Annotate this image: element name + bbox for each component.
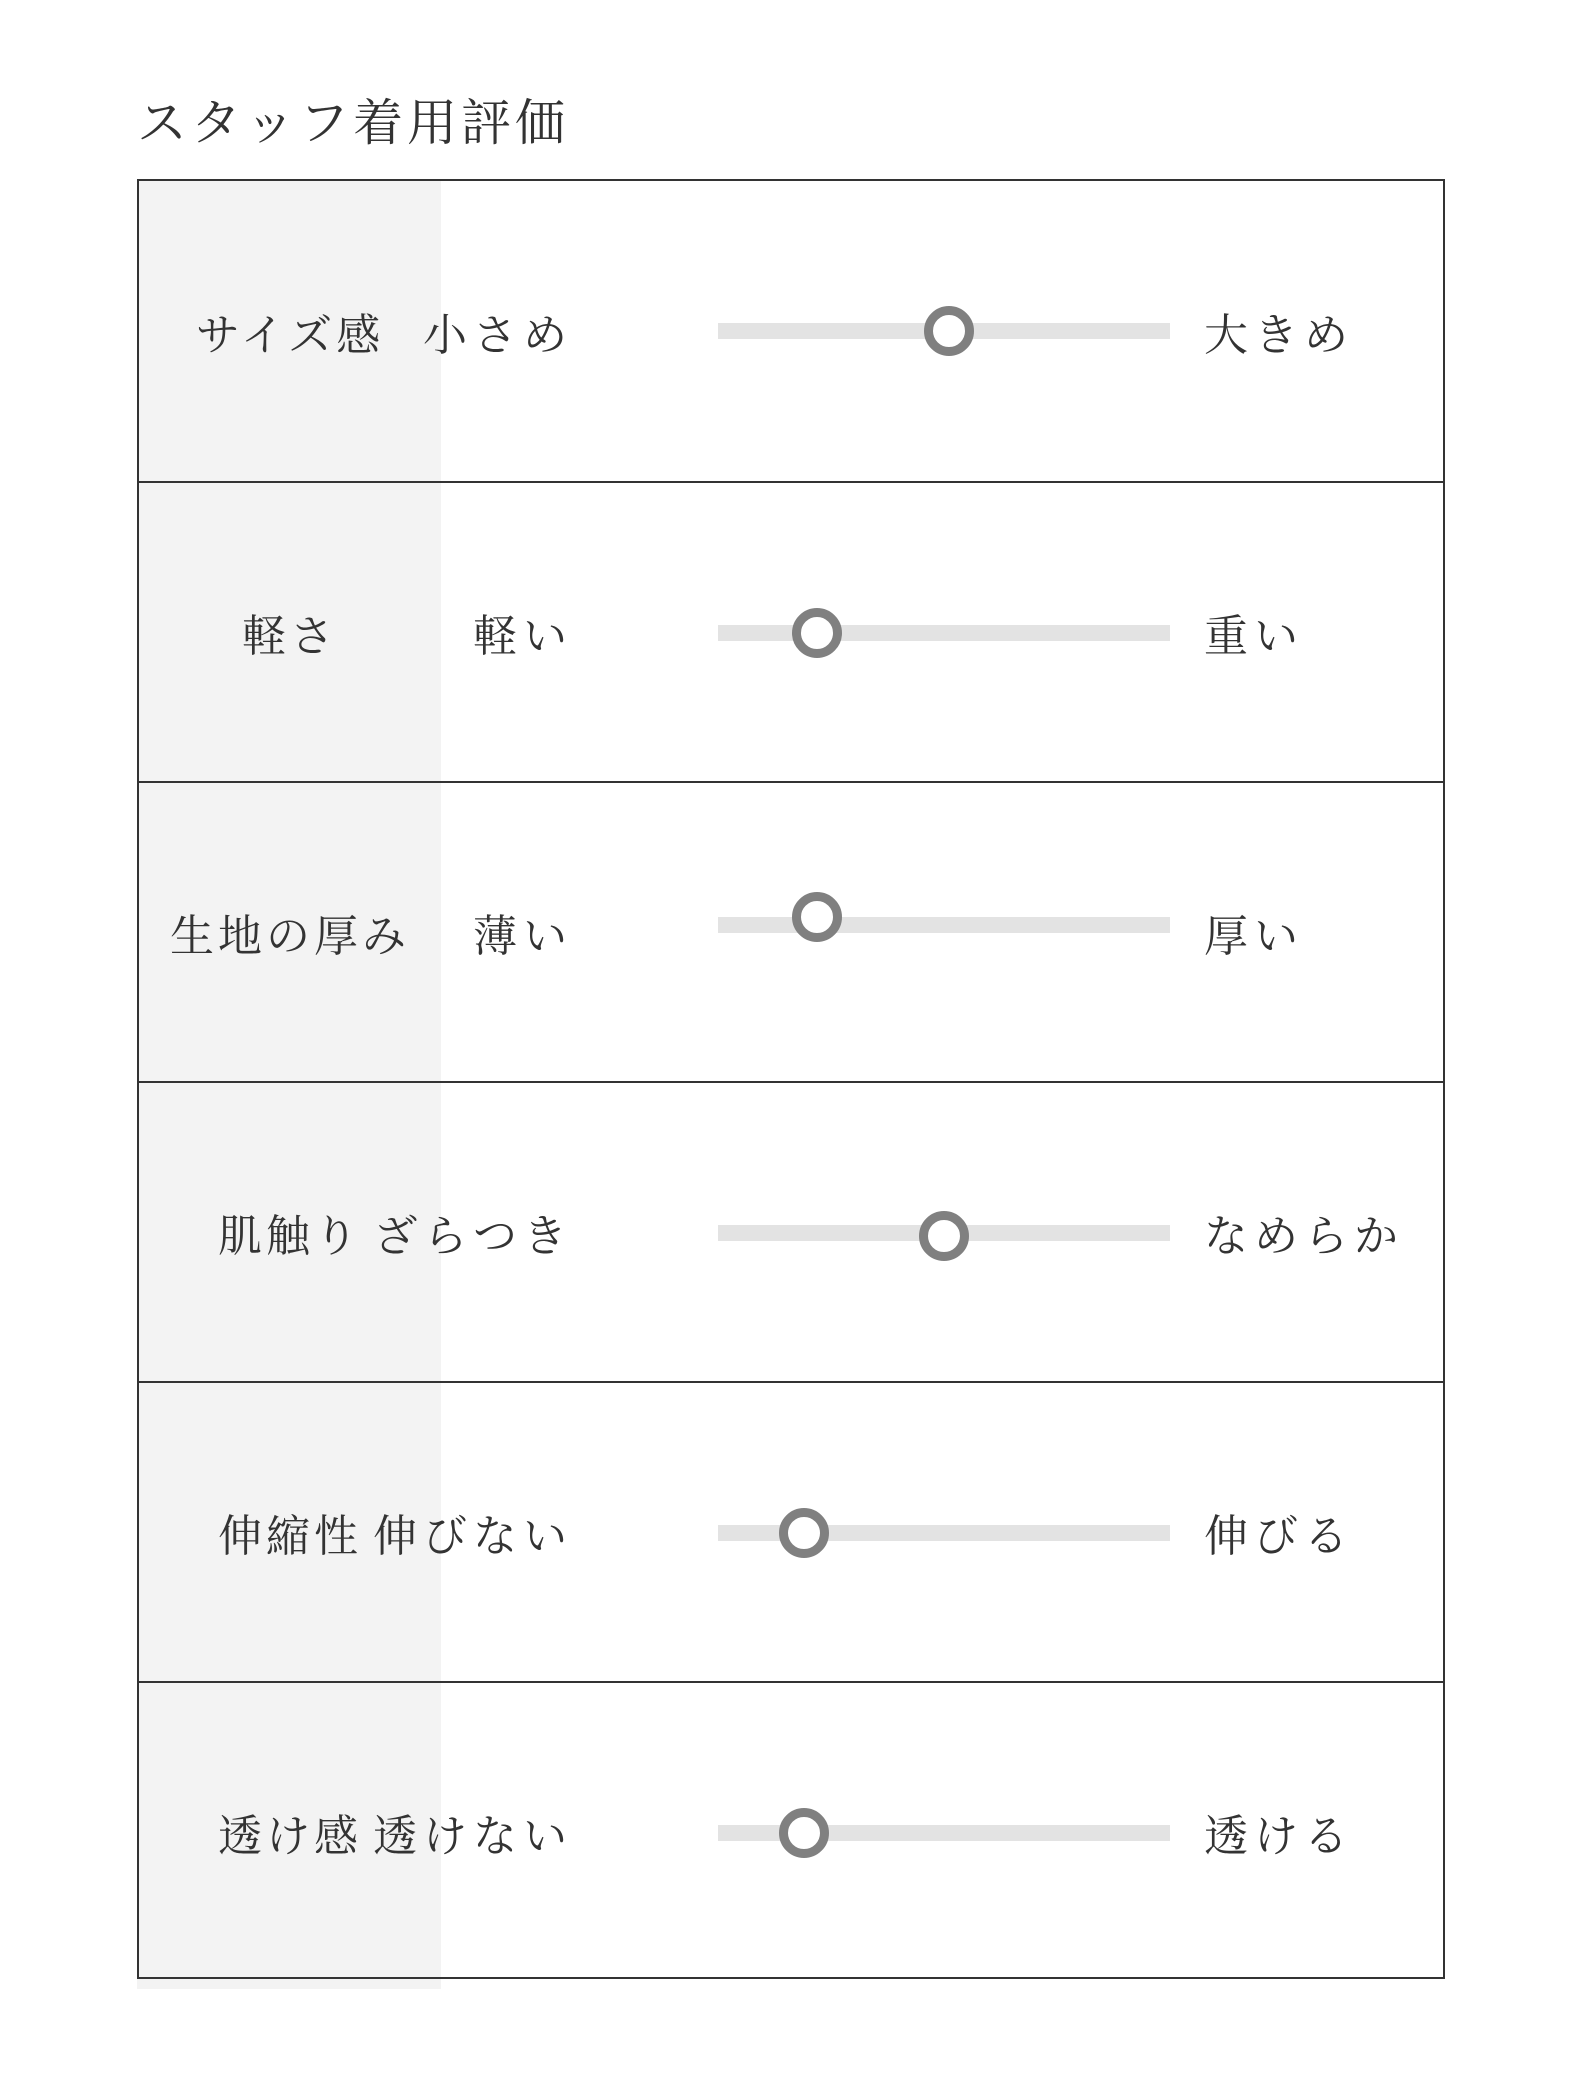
row-label: 肌触り [218, 1211, 362, 1262]
rating-row-texture [139, 1081, 1443, 1381]
scale-right-label: 伸びる [1204, 1511, 1354, 1562]
rating-table [137, 179, 1445, 1979]
rating-slider-track [718, 323, 1170, 339]
scale-left-label: 透けない [373, 1811, 573, 1862]
row-label: 軽さ [242, 611, 338, 662]
row-label: 生地の厚み [170, 911, 410, 962]
rating-slider-track [718, 1825, 1170, 1841]
scale-right-label: 大きめ [1204, 310, 1354, 361]
scale-left-label: 伸びない [373, 1511, 573, 1562]
rating-row-thickness [139, 781, 1443, 1081]
row-label: サイズ感 [195, 310, 385, 361]
row-label: 透け感 [218, 1811, 362, 1862]
rating-slider-thumb [919, 1211, 969, 1261]
scale-left-label: 小さめ [423, 310, 573, 361]
rating-row-weight [139, 481, 1443, 781]
rating-slider-thumb [779, 1508, 829, 1558]
rating-row-size [139, 181, 1443, 481]
rating-slider-thumb [792, 608, 842, 658]
row-label: 伸縮性 [218, 1511, 362, 1562]
rating-row-sheerness [139, 1681, 1443, 1981]
scale-right-label: 重い [1204, 611, 1304, 662]
rating-row-stretch [139, 1381, 1443, 1681]
scale-right-label: なめらか [1204, 1211, 1404, 1262]
scale-left-label: ざらつき [373, 1211, 573, 1262]
scale-left-label: 薄い [473, 911, 573, 962]
scale-left-label: 軽い [473, 611, 573, 662]
scale-right-label: 透ける [1204, 1811, 1354, 1862]
rating-slider-thumb [779, 1808, 829, 1858]
rating-slider-thumb [924, 306, 974, 356]
rating-slider-track [718, 1525, 1170, 1541]
rating-slider-track [718, 917, 1170, 933]
rating-slider-track [718, 625, 1170, 641]
rating-slider-thumb [792, 892, 842, 942]
scale-right-label: 厚い [1204, 911, 1304, 962]
rating-slider-track [718, 1225, 1170, 1241]
page-title: スタッフ着用評価 [137, 94, 569, 152]
